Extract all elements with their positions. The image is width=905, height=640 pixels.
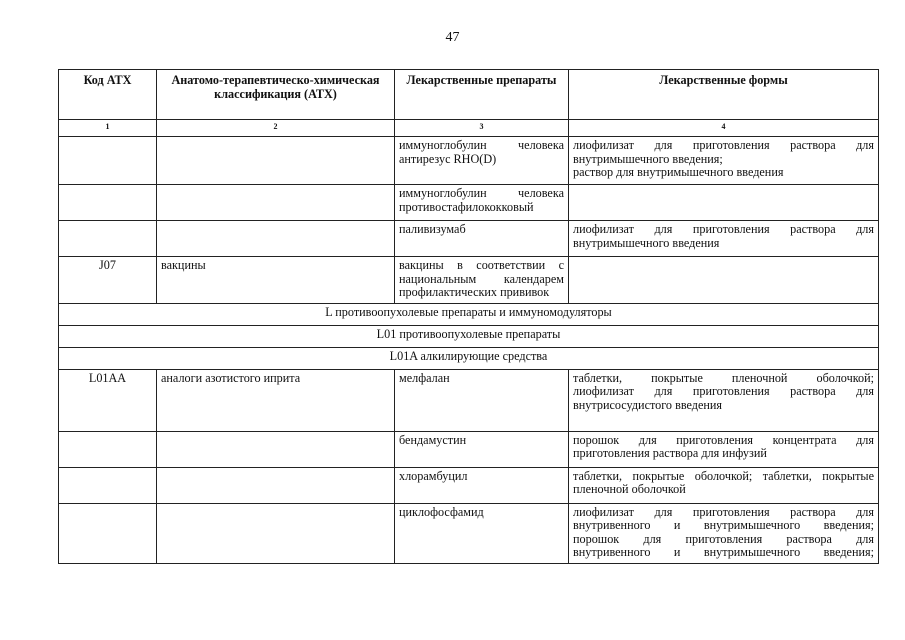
atx-drug-table: [58, 69, 879, 564]
column-number: 1: [59, 120, 157, 137]
classification-cell: [157, 137, 395, 185]
drug-line: паливизумаб: [399, 222, 466, 236]
table-row: [59, 369, 879, 431]
page-number: 47: [445, 30, 460, 45]
section-row: [59, 347, 879, 369]
header-code: Код АТХ: [59, 70, 157, 120]
classification-cell: вакцины: [157, 257, 395, 304]
header-drugs: Лекарственные препараты: [395, 70, 569, 120]
drug-line: бендамустин: [399, 432, 467, 447]
code-cell: [59, 137, 157, 185]
forms-cell: [569, 185, 879, 221]
table-row: [59, 185, 879, 221]
section-heading-l: L противоопухолевые препараты и иммуномодуляторы: [59, 303, 879, 325]
drug-cell: [395, 369, 569, 431]
forms-line: внутривенного и внутримышечного введения;: [573, 518, 874, 532]
header-classification: Анатомо-терапевтическо-химическая классификация (АТХ): [157, 70, 395, 120]
forms-cell: [569, 221, 879, 257]
forms-line: пленочной оболочкой: [573, 482, 686, 496]
table-row: [59, 137, 879, 185]
section-row: [59, 325, 879, 347]
forms-line: лиофилизат для приготовления раствора для: [573, 504, 874, 519]
classification-cell: аналоги азотистого иприта: [157, 369, 395, 431]
code-cell: [59, 185, 157, 221]
forms-cell: [569, 137, 879, 185]
forms-line: лиофилизат для приготовления раствора для: [573, 138, 874, 152]
forms-cell: [569, 369, 879, 431]
drug-line: иммуноглобулин человека: [399, 186, 564, 200]
classification-cell: [157, 467, 395, 503]
drug-line: иммуноглобулин человека: [399, 138, 564, 152]
forms-cell: [569, 431, 879, 467]
code-cell: L01AA: [59, 369, 157, 431]
code-cell: [59, 221, 157, 257]
column-number: 3: [395, 120, 569, 137]
drug-cell: [395, 137, 569, 185]
drug-line: хлорамбуцил: [399, 468, 468, 483]
section-heading-l01: L01 противоопухолевые препараты: [59, 325, 879, 347]
drug-cell: [395, 431, 569, 467]
forms-line: порошок для приготовления раствора для: [573, 531, 874, 546]
section-heading-l01a: L01A алкилирующие средства: [59, 347, 879, 369]
section-row: [59, 303, 879, 325]
drug-cell: [395, 467, 569, 503]
table-header-row: [59, 70, 879, 120]
classification-cell: [157, 185, 395, 221]
classification-cell: [157, 431, 395, 467]
forms-line: таблетки, покрытые пленочной оболочкой;: [573, 370, 874, 385]
table-row: [59, 467, 879, 503]
forms-cell: [569, 503, 879, 563]
forms-cell: [569, 257, 879, 304]
forms-line: внутримышечного введения: [573, 235, 720, 250]
drug-cell: [395, 185, 569, 221]
code-cell: [59, 467, 157, 503]
table-row: [59, 503, 879, 563]
table-row: [59, 431, 879, 467]
drug-cell: [395, 221, 569, 257]
drug-line: противостафилококковый: [399, 199, 534, 214]
code-cell: J07: [59, 257, 157, 304]
drug-line: вакцины в соответствии с: [399, 258, 564, 272]
forms-line: внутримышечного введения;: [573, 151, 723, 166]
code-cell: [59, 431, 157, 467]
forms-line: лиофилизат для приготовления раствора для: [573, 222, 874, 236]
column-number: 2: [157, 120, 395, 137]
forms-cell: [569, 467, 879, 503]
forms-line: таблетки, покрытые оболочкой; таблетки, покрытые: [573, 468, 874, 483]
table-row: [59, 257, 879, 304]
column-number-row: [59, 120, 879, 137]
forms-line: раствор для внутримышечного введения: [573, 165, 784, 179]
column-number: 4: [569, 120, 879, 137]
drug-line: мелфалан: [399, 370, 450, 385]
drug-cell: [395, 257, 569, 304]
forms-line: внутрисосудистого введения: [573, 397, 723, 412]
code-cell: [59, 503, 157, 563]
drug-line: антирезус RHO(D): [399, 151, 497, 166]
forms-line: порошок для приготовления концентрата для: [573, 432, 874, 447]
table-row: [59, 221, 879, 257]
forms-line: приготовления раствора для инфузий: [573, 446, 767, 460]
drug-line: профилактических прививок: [399, 285, 550, 299]
classification-cell: [157, 503, 395, 563]
drug-cell: [395, 503, 569, 563]
classification-cell: [157, 221, 395, 257]
drug-line: циклофосфамид: [399, 504, 484, 519]
forms-line: лиофилизат для приготовления раствора для: [573, 384, 874, 398]
header-forms: Лекарственные формы: [569, 70, 879, 120]
drug-line: национальным календарем: [399, 271, 564, 286]
forms-line: внутривенного и внутримышечного введения;: [573, 545, 874, 559]
